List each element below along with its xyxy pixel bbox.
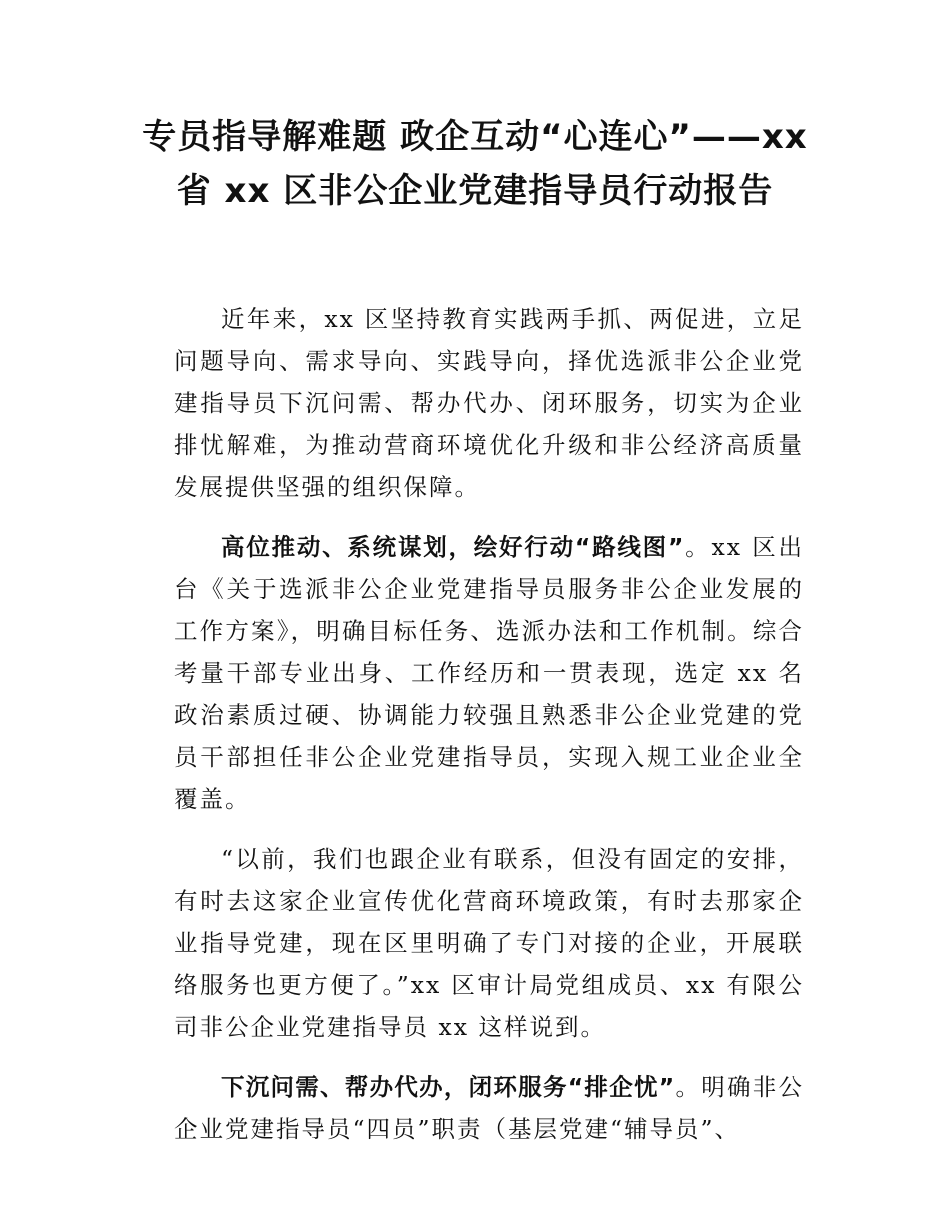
paragraph-lead: 下沉问需、帮办代办，闭环服务“排企忧” [221,1073,676,1101]
paragraph-text: 。明确非公企业党建指导员“四员”职责（基层党建“辅导员”、 [174,1073,804,1143]
paragraph-4 [174,1066,804,1150]
paragraph-text: 。xx 区出台《关于选派非公企业党建指导员服务非公企业发展的工作方案》，明确目标任务、选派办法和工作机制。综合考量干部专业出身、工作经历和一贯表现，选定 xx 名政治素质过硬、协调能力较强且熟悉非公企业党建的党员干部担任非公企业党建指导员，实现入规工业企业全覆盖。 [174,533,804,813]
document-title [120,110,830,218]
paragraph-1 [174,298,804,508]
paragraph-3 [174,838,804,1048]
paragraph-text: 近年来，xx 区坚持教育实践两手抓、两促进，立足问题导向、需求导向、实践导向，择优选派非公企业党建指导员下沉问需、帮办代办、闭环服务，切实为企业排忧解难，为推动营商环境优化升级和非公经济高质量发展提供坚强的组织保障。 [174,305,804,501]
paragraph-lead: 高位推动、系统谋划，绘好行动“路线图” [221,533,685,561]
paragraph-text: “以前，我们也跟企业有联系，但没有固定的安排，有时去这家企业宣传优化营商环境政策，有时去那家企业指导党建，现在区里明确了专门对接的企业，开展联络服务也更方便了。”xx 区审计局党组成员、xx 有限公司非公企业党建指导员 xx 这样说到。 [174,845,804,1041]
paragraph-2 [174,526,804,820]
document-body [174,298,804,1168]
title-line-1: 专员指导解难题 政企互动“心连心”——xx [142,117,808,157]
title-line-2: 省 xx 区非公企业党建指导员行动报告 [176,171,774,211]
